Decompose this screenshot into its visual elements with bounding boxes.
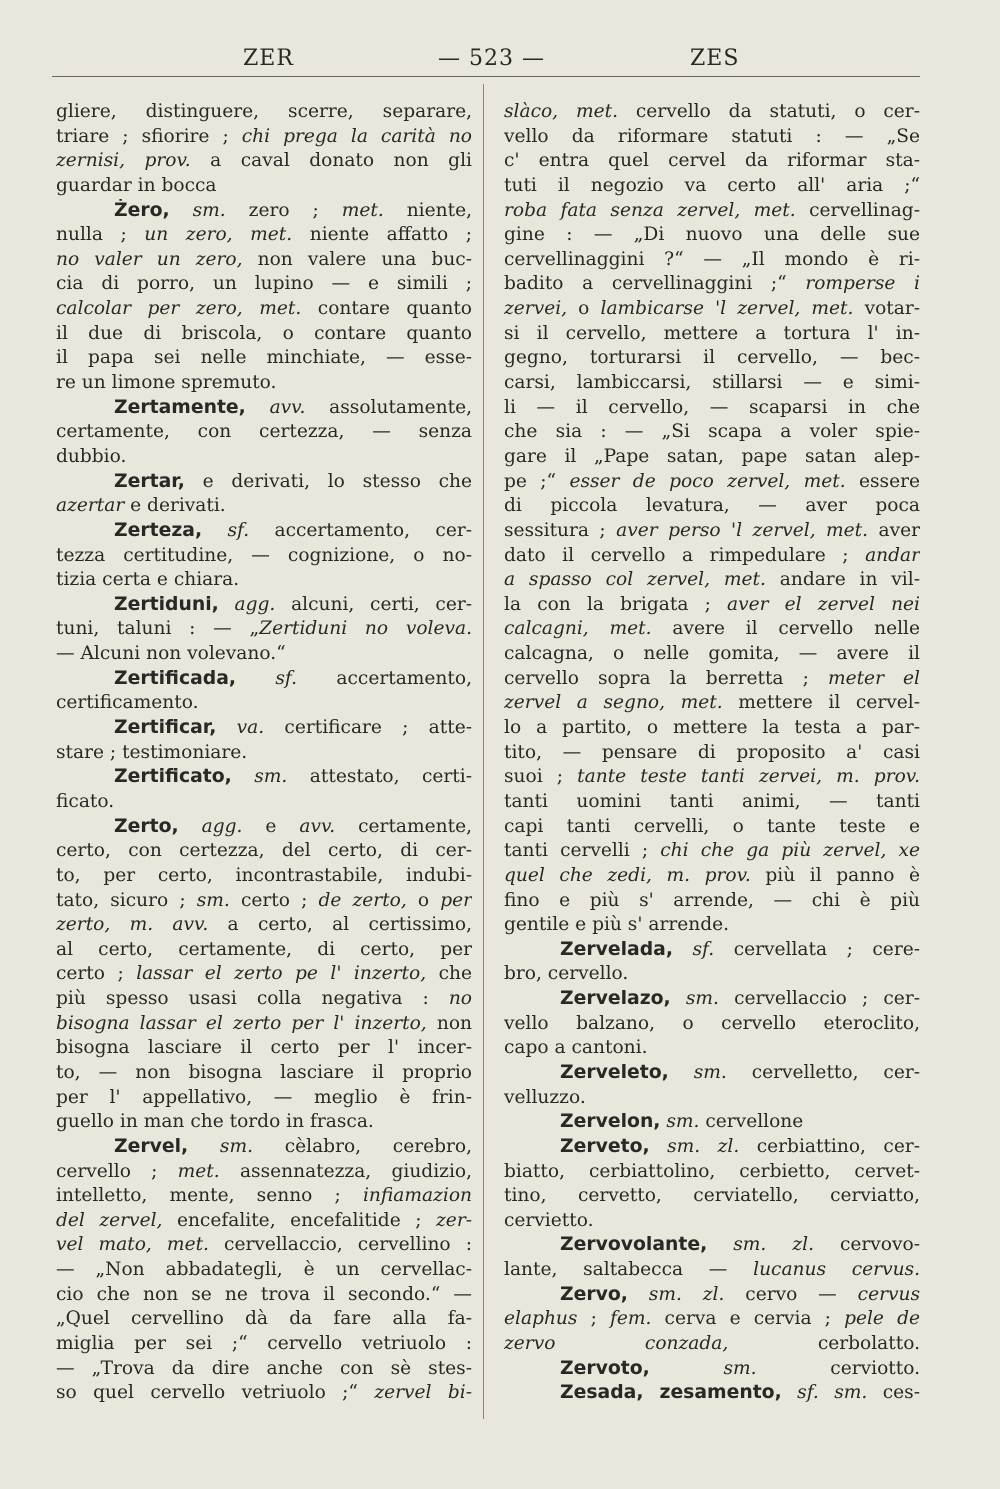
column-divider bbox=[483, 84, 484, 1419]
text-line: carsi, lambiccarsi, stillarsi — e simi- bbox=[504, 372, 920, 394]
text-line: bisogna lassar el zerto per l' inzerto, non bbox=[56, 1012, 472, 1034]
text-line: sessitura ; aver perso 'l zervel, met. aver bbox=[504, 519, 920, 541]
left-column bbox=[56, 100, 472, 1406]
text-line: elaphus ; fem. cerva e cervia ; pele de bbox=[504, 1308, 920, 1330]
text-line: — „Trova da dire anche con sè stes- bbox=[56, 1357, 472, 1379]
text-line: velluzzo. bbox=[504, 1086, 586, 1108]
text-line: gliere, distinguere, scerre, separare, bbox=[56, 101, 472, 122]
text-line: dubbio. bbox=[56, 445, 127, 467]
text-line: gegno, torturarsi il cervello, — bec- bbox=[504, 347, 920, 369]
text-line: to, — non bisogna lasciare il proprio bbox=[56, 1061, 472, 1083]
text-line: tanti uomini tanti animi, — tanti bbox=[504, 790, 920, 812]
entry-headword-line: Zervel, sm. cèlabro, cerebro, bbox=[114, 1135, 472, 1157]
text-line: suoi ; tante teste tanti zervei, m. prov. bbox=[504, 766, 920, 788]
entry-headword-line: Zesada, zesamento, sf. sm. ces- bbox=[560, 1382, 920, 1404]
text-line: intelletto, mente, senno ; infiamazion bbox=[56, 1185, 472, 1207]
text-line: „Quel cervellino dà da fare alla fa- bbox=[56, 1308, 472, 1330]
text-line: tuti il negozio va certo all' aria ;“ bbox=[504, 174, 920, 196]
text-line: cia di porro, un lupino — e simili ; bbox=[56, 273, 472, 295]
text-line: stare ; testimoniare. bbox=[56, 741, 248, 763]
text-line: cio che non se ne trova il secondo.“ — bbox=[56, 1283, 472, 1305]
text-line: tezza certitudine, — cognizione, o no- bbox=[56, 544, 472, 566]
text-line: to, per certo, incontrastabile, indubi- bbox=[56, 864, 472, 886]
text-line: gentile e più s' arrende. bbox=[504, 914, 730, 936]
text-line: — „Non abbadategli, è un cervellac- bbox=[56, 1259, 472, 1281]
text-line: calcagni, met. avere il cervello nelle bbox=[504, 618, 920, 640]
text-line: c' entra quel cervel da riformar sta- bbox=[504, 150, 920, 172]
text-line: badito a cervellinaggini ;“ romperse i bbox=[504, 273, 920, 295]
entry-headword-line: Zervo, sm. zl. cervo — cervus bbox=[560, 1283, 920, 1305]
text-line: al certo, certamente, di certo, per bbox=[56, 938, 472, 960]
text-line: più spesso usasi colla negativa : no bbox=[56, 988, 472, 1010]
text-line: del zervel, encefalite, encefalitide ; zer- bbox=[56, 1209, 472, 1231]
text-line: pe ;“ esser de poco zervel, met. essere bbox=[504, 470, 920, 492]
text-line: re un limone spremuto. bbox=[56, 372, 277, 394]
text-line: cervietto. bbox=[504, 1209, 594, 1231]
page-header bbox=[0, 46, 1000, 80]
text-line: certificamento. bbox=[56, 692, 199, 714]
text-line: zervel a segno, met. mettere il cervel- bbox=[504, 692, 920, 714]
text-line: guardar in bocca bbox=[56, 174, 217, 196]
text-line: si il cervello, mettere a tortura l' in- bbox=[504, 322, 920, 344]
text-line: no valer un zero, non valere una buc- bbox=[56, 248, 472, 270]
text-line: tino, cervetto, cerviatello, cerviatto, bbox=[504, 1185, 920, 1207]
text-line: che sia : — „Si scapa a voler spie- bbox=[504, 421, 920, 443]
text-line: so quel cervello vetriuolo ;“ zervel bi- bbox=[56, 1382, 472, 1404]
text-line: gine : — „Di nuovo una delle sue bbox=[504, 224, 920, 246]
text-line: capi tanti cervelli, o tante teste e bbox=[504, 815, 920, 837]
text-line: a spasso col zervel, met. andare in vil- bbox=[504, 569, 920, 591]
text-line: li — il cervello, — scaparsi in che bbox=[504, 396, 920, 418]
text-line: cervello ; met. assennatezza, giudizio, bbox=[56, 1160, 472, 1182]
text-line: nulla ; un zero, met. niente affatto ; bbox=[56, 224, 472, 246]
text-line: di piccola levatura, — aver poca bbox=[504, 495, 920, 517]
text-line: certo, con certezza, del certo, di cer- bbox=[56, 840, 472, 862]
text-line: il due di briscola, o contare quanto bbox=[56, 322, 472, 344]
text-line: vello da riformare statuti : — „Se bbox=[504, 125, 920, 147]
text-line: calcagna, o nelle gomita, — avere il bbox=[504, 643, 920, 665]
text-line: biatto, cerbiattolino, cerbietto, cervet- bbox=[504, 1160, 920, 1182]
header-right-guide-word: ZES bbox=[690, 46, 740, 71]
header-rule bbox=[52, 76, 920, 77]
entry-headword-line: Zertificada, sf. accertamento, bbox=[114, 667, 472, 689]
text-line: tuni, taluni : — „Zertiduni no voleva. bbox=[56, 618, 472, 640]
text-line: — Alcuni non volevano.“ bbox=[56, 643, 286, 665]
header-left-guide-word: ZER bbox=[243, 46, 294, 71]
entry-headword-line: Zerto, agg. e avv. certamente, bbox=[114, 815, 472, 837]
entry-headword-line: Zertamente, avv. assolutamente, bbox=[114, 396, 472, 418]
text-line: la con la brigata ; aver el zervel nei bbox=[504, 593, 920, 615]
text-line: ficato. bbox=[56, 790, 115, 812]
text-line: miglia per sei ;“ cervello vetriuolo : bbox=[56, 1333, 472, 1355]
entry-headword-line: Zertificar, va. certificare ; atte- bbox=[114, 717, 472, 739]
text-line: tito, — pensare di proposito a' casi bbox=[504, 741, 920, 763]
entry-headword-line: Zerveto, sm. zl. cerbiattino, cer- bbox=[560, 1135, 920, 1157]
entry-headword-line: Zertificato, sm. attestato, certi- bbox=[114, 766, 472, 788]
text-line: zerto, m. avv. a certo, al certissimo, bbox=[56, 914, 472, 936]
text-line: per l' appellativo, — meglio è frin- bbox=[56, 1086, 472, 1108]
text-line: capo a cantoni. bbox=[504, 1037, 648, 1059]
text-line: bisogna lasciare il certo per l' incer- bbox=[56, 1037, 472, 1059]
text-line: cervellinaggini ?“ — „Il mondo è ri- bbox=[504, 248, 920, 270]
text-line: quel che zedi, m. prov. più il panno è bbox=[504, 864, 920, 886]
text-line: tato, sicuro ; sm. certo ; de zerto, o per bbox=[56, 889, 472, 911]
text-line: tanti cervelli ; chi che ga più zervel, xe bbox=[504, 840, 920, 862]
text-line: cervello sopra la berretta ; meter el bbox=[504, 667, 920, 689]
text-line: triare ; sfiorire ; chi prega la carità no bbox=[56, 125, 472, 147]
text-line: vello balzano, o cervello eteroclito, bbox=[504, 1012, 920, 1034]
entry-headword-line: Zervelon, sm. cervellone bbox=[560, 1111, 804, 1133]
entry-headword-line: Zertiduni, agg. alcuni, certi, cer- bbox=[114, 593, 472, 615]
entry-headword-line: Żero, sm. zero ; met. niente, bbox=[114, 199, 472, 221]
entry-headword-line: Zervelada, sf. cervellata ; cere- bbox=[560, 938, 920, 960]
entry-headword-line: Zervovolante, sm. zl. cervovo- bbox=[560, 1234, 920, 1256]
text-line: certamente, con certezza, — senza bbox=[56, 421, 472, 443]
page-number: — 523 — bbox=[438, 46, 545, 71]
text-line: roba fata senza zervel, met. cervellinag- bbox=[504, 199, 920, 221]
text-line: azertar e derivati. bbox=[56, 495, 226, 517]
text-line: bro, cervello. bbox=[504, 963, 629, 985]
entry-headword-line: Zervoto, sm. cerviotto. bbox=[560, 1357, 920, 1379]
text-line: lante, saltabecca — lucanus cervus. bbox=[504, 1259, 920, 1281]
text-line: fino e più s' arrende, — chi è più bbox=[504, 889, 920, 911]
text-line: lo a partito, o mettere la testa a par- bbox=[504, 717, 920, 739]
text-line: gare il „Pape satan, pape satan alep- bbox=[504, 445, 920, 467]
entry-headword-line: Zertar, e derivati, lo stesso che bbox=[114, 470, 472, 492]
text-line: zervo conzada, cerbolatto. bbox=[504, 1333, 920, 1355]
entry-headword-line: Zerveleto, sm. cervelletto, cer- bbox=[560, 1061, 920, 1083]
text-line: tizia certa e chiara. bbox=[56, 569, 240, 591]
entry-headword-line: Zerteza, sf. accertamento, cer- bbox=[114, 519, 472, 541]
right-column bbox=[504, 100, 920, 1406]
text-line: vel mato, met. cervellaccio, cervellino : bbox=[56, 1234, 472, 1256]
entry-headword-line: Zervelazo, sm. cervellaccio ; cer- bbox=[560, 988, 920, 1010]
text-line: slàco, met. cervello da statuti, o cer- bbox=[504, 101, 920, 122]
text-line: zernisi, prov. a caval donato non gli bbox=[56, 150, 472, 172]
text-line: certo ; lassar el zerto pe l' inzerto, che bbox=[56, 963, 472, 985]
text-line: il papa sei nelle minchiate, — esse- bbox=[56, 347, 472, 369]
text-line: zervei, o lambicarse 'l zervel, met. votar- bbox=[504, 298, 920, 320]
text-line: calcolar per zero, met. contare quanto bbox=[56, 298, 472, 320]
text-line: guello in man che tordo in frasca. bbox=[56, 1111, 374, 1133]
text-line: dato il cervello a rimpedulare ; andar bbox=[504, 544, 920, 566]
